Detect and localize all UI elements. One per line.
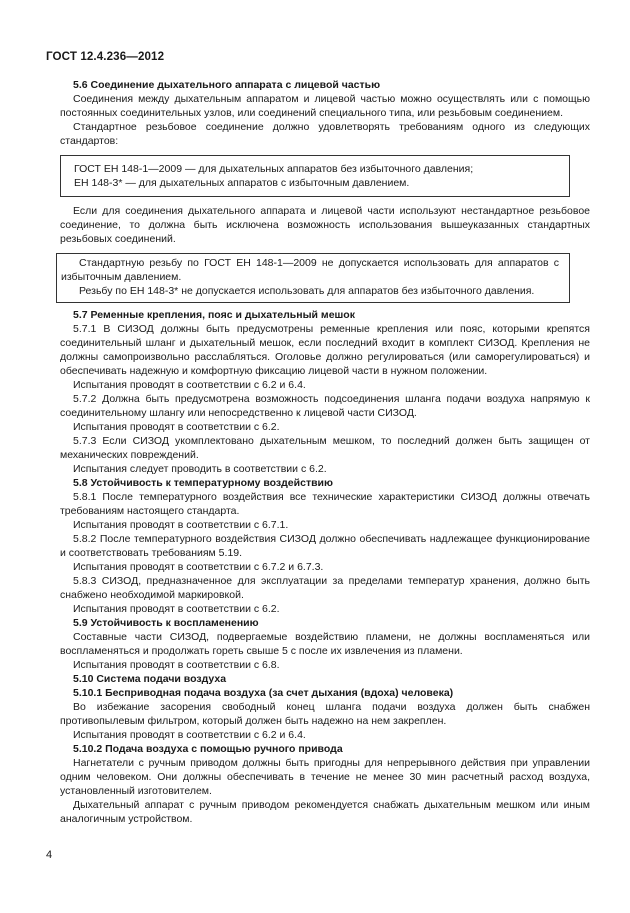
- section-5-10-1-title: 5.10.1 Бесприводная подача воздуха (за счет дыхания (вдоха) человека): [73, 687, 454, 699]
- test-reference: Испытания проводят в соответствии с 6.2 и 6.4.: [73, 729, 306, 741]
- test-reference: Испытания проводят в соответствии с 6.7.2 и 6.7.3.: [73, 561, 324, 573]
- test-reference: Испытания следует проводить в соответствии с 6.2.: [73, 463, 327, 475]
- thread-restriction-line: Стандартную резьбу по ГОСТ ЕН 148-1—2009 не допускается использовать для аппаратов с избыточным давлением.: [61, 257, 559, 283]
- paragraph: Во избежание засорения свободный конец шланга подачи воздуха должен быть снабжен противопылевым фильтром, который должен быть надежно на нем закреплен.: [60, 701, 590, 727]
- section-5-6-title: 5.6 Соединение дыхательного аппарата с лицевой частью: [73, 79, 381, 91]
- thread-restriction-box: [56, 253, 570, 303]
- section-5-8-title: 5.8 Устойчивость к температурному воздействию: [73, 477, 333, 489]
- test-reference: Испытания проводят в соответствии с 6.8.: [73, 659, 280, 671]
- paragraph: 5.8.2 После температурного воздействия СИЗОД должно обеспечивать надлежащее функционирование и соответствовать требованиям 5.19.: [60, 533, 590, 559]
- paragraph: Стандартное резьбовое соединение должно удовлетворять требованиям одного из следующих стандартов:: [60, 121, 590, 147]
- section-5-9-title: 5.9 Устойчивость к воспламенению: [73, 617, 259, 629]
- standards-box: [60, 155, 570, 197]
- test-reference: Испытания проводят в соответствии с 6.2.: [73, 421, 280, 433]
- section-5-7-title: 5.7 Ременные крепления, пояс и дыхательный мешок: [73, 309, 355, 321]
- paragraph: 5.7.2 Должна быть предусмотрена возможность подсоединения шланга подачи воздуха напрямую к соединительному шлангу или непосредственно к лицевой части СИЗОД.: [60, 393, 590, 419]
- test-reference: Испытания проводят в соответствии с 6.7.1.: [73, 519, 289, 531]
- page-number: 4: [46, 849, 53, 861]
- paragraph: 5.8.1 После температурного воздействия все технические характеристики СИЗОД должны отвечать требованиям настоящего стандарта.: [60, 491, 590, 517]
- section-5-10-title: 5.10 Система подачи воздуха: [73, 673, 227, 685]
- test-reference: Испытания проводят в соответствии с 6.2 и 6.4.: [73, 379, 306, 391]
- document-header: ГОСТ 12.4.236—2012: [46, 50, 165, 63]
- paragraph: Соединения между дыхательным аппаратом и лицевой частью можно осуществлять или с помощью постоянных соединительных узлов, или соединений специального типа, или резьбовым соединением.: [60, 93, 590, 119]
- paragraph: 5.8.3 СИЗОД, предназначенное для эксплуатации за пределами температур хранения, должно быть снабжено необходимой маркировкой.: [60, 575, 590, 601]
- section-5-10-2-title: 5.10.2 Подача воздуха с помощью ручного привода: [73, 743, 343, 755]
- paragraph: Нагнетатели с ручным приводом должны быть пригодны для непрерывного действия при управлении одним человеком. Они должны обеспечивать в течение не менее 30 мин расчетный расход воздуха, установленный изготовителем.: [60, 757, 590, 797]
- paragraph: Дыхательный аппарат с ручным приводом рекомендуется снабжать дыхательным мешком или иным аналогичным устройством.: [60, 799, 590, 825]
- document-body: [60, 78, 590, 826]
- standards-box-line: ЕН 148-3* — для дыхательных аппаратов с избыточным давлением.: [74, 177, 410, 189]
- paragraph: 5.7.1 В СИЗОД должны быть предусмотрены ременные крепления или пояс, которыми крепятся соединительный шланг и дыхательный мешок, если последний входит в комплект СИЗОД. Крепления не должны самопроизвольно расслабляться. Оголовье должно регулироваться (или саморегулироваться) и обеспечивать надежную и комфортную фиксацию лицевой части в нужном положении.: [60, 323, 590, 377]
- paragraph: Если для соединения дыхательного аппарата и лицевой части используют нестандартное резьбовое соединение, то должна быть исключена возможность использования вышеуказанных стандартных резьбовых соединений.: [60, 205, 590, 245]
- test-reference: Испытания проводят в соответствии с 6.2.: [73, 603, 280, 615]
- standards-box-line: ГОСТ ЕН 148-1—2009 — для дыхательных аппаратов без избыточного давления;: [74, 163, 474, 175]
- paragraph: Составные части СИЗОД, подвергаемые воздействию пламени, не должны воспламеняться или воспламеняться и продолжать гореть свыше 5 с после их извлечения из пламени.: [60, 631, 590, 657]
- paragraph: 5.7.3 Если СИЗОД укомплектовано дыхательным мешком, то последний должен быть защищен от механических повреждений.: [60, 435, 590, 461]
- thread-restriction-line: Резьбу по ЕН 148-3* не допускается использовать для аппаратов без избыточного давления.: [79, 285, 535, 297]
